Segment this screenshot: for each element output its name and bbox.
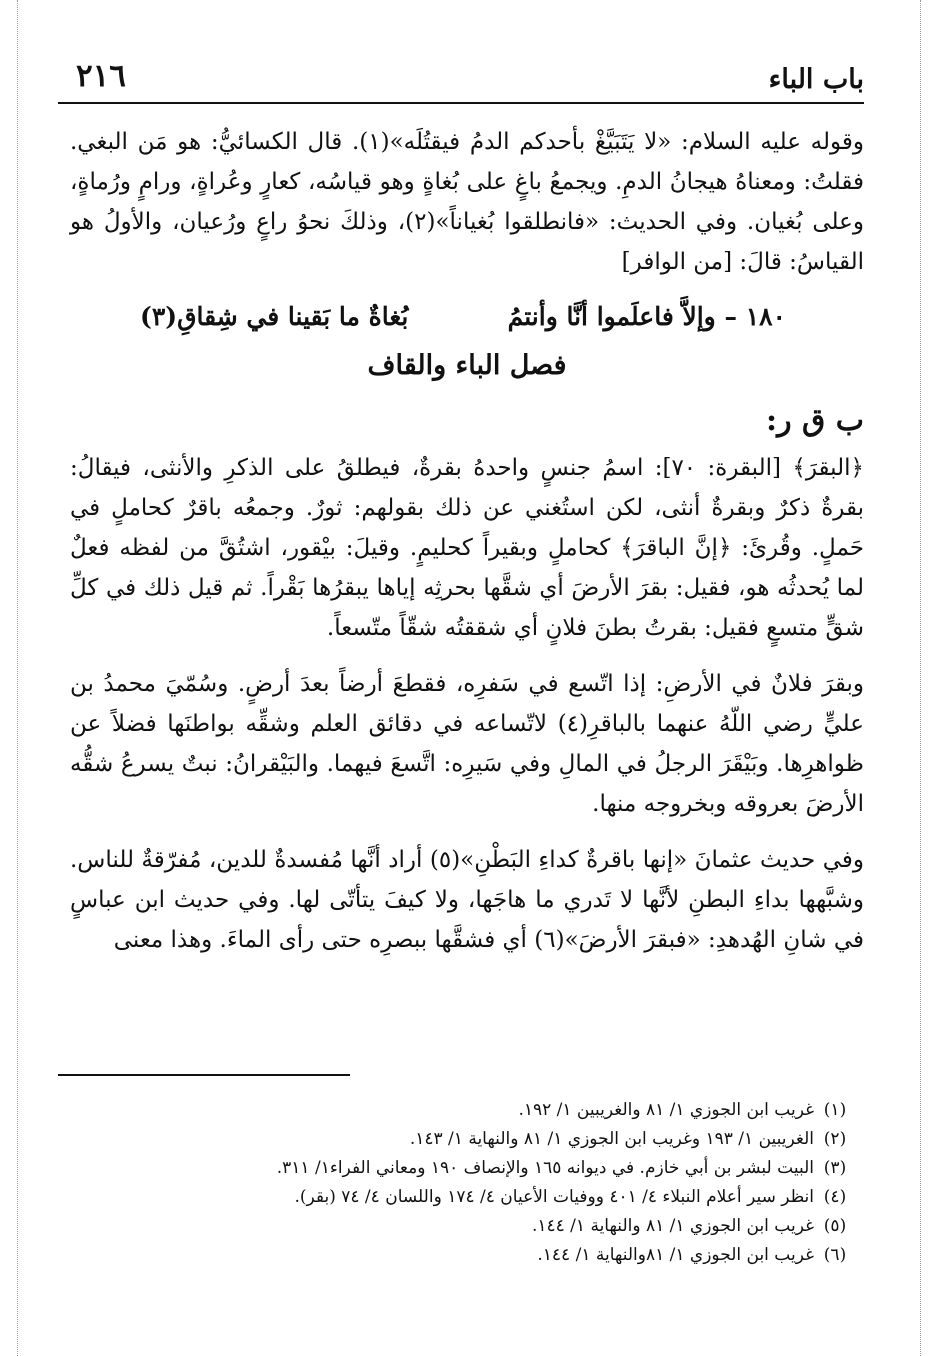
- footnote: [58, 1212, 856, 1241]
- footnote-number: (٣): [823, 1158, 847, 1178]
- footnote: [58, 1154, 856, 1183]
- footnote-text: غريب ابن الجوزي ١/ ٨١ والنهاية ١/ ١٤٤.: [531, 1216, 814, 1236]
- footnote-text: البيت لبشر بن أبي خازم. في ديوانه ١٦٥ والإنصاف ١٩٠ ومعاني الفراء١/ ٣١١.: [276, 1158, 814, 1178]
- footnote-number: (٤): [823, 1187, 847, 1207]
- chapter-title: باب الباء: [768, 64, 864, 95]
- footnote: [58, 1183, 856, 1212]
- right-margin-guide: [920, 0, 921, 1356]
- footnote-text: غريب ابن الجوزي ١/ ٨١ والغريبين ١/ ١٩٢.: [518, 1100, 814, 1120]
- footnote-text: انظر سير أعلام النبلاء ٤/ ٤٠١ ووفيات الأعيان ٤/ ١٧٤ واللسان ٤/ ٧٤ (بقر).: [294, 1187, 814, 1207]
- book-page: [58, 58, 864, 1318]
- paragraph-4: وفي حديث عثمانَ «إنها باقرةٌ كداءِ البَطْنِ»(٥) أراد أنَّها مُفسدةٌ للدين، مُفرّقةٌ للناس. وشبَّهها بداءِ البطنِ لأنَّها لا تَدري ما هاجَها، ولا كيفَ يتأتّى لها. وفي حديث ابن عباسٍ في شانِ الهُدهدِ: «فبقرَ الأرضَ»(٦) أي فشقَّها ببصرِه حتى رأى الماءَ. وهذا معنى: [70, 847, 864, 953]
- section-title: فصل الباء والقاف: [367, 350, 567, 381]
- footnotes: [58, 1096, 856, 1270]
- footnote-text: غريب ابن الجوزي ١/ ٨١والنهاية ١/ ١٤٤.: [537, 1245, 814, 1265]
- footnote: [58, 1125, 856, 1154]
- header-rule: [58, 102, 864, 104]
- footnote: [58, 1241, 856, 1270]
- paragraph-2: ﴿البقرَ﴾ [البقرة: ٧٠]: اسمُ جنسٍ واحدهُ بقرةٌ، فيطلقُ على الذكرِ والأنثى، فيقالُ: بقرةٌ ذكرٌ وبقرةٌ أنثى، لكن استُغني عن ذلك بقولهم: ثورٌ. وجمعُه باقرٌ كحاملٍ في حَملٍ. وقُرئَ: ﴿إنَّ الباقرَ﴾ كحاملٍ وبقيراً كحليمٍ. وقيلَ: بيْقور، اشتُقَّ من لفظه فعلٌ لما يُحدثُه هو، فقيل: بقرَ الأرضَ أي شقَّها بحرثِه إياها يبقرُها بَقْراً. ثم قيل ذلك في كلِّ شقٍّ متسعٍ فقيل: بقرتُ بطنَ فلانٍ أي شققتُه شقّاً متّسعاً.: [70, 455, 864, 641]
- paragraph-1: وقوله عليه السلام: «لا يَتَبَيَّغْ بأحدكم الدمُ فيقتُلَه»(١). قال الكسائيُّ: هو مَن البغي. فقلتُ: ومعناهُ هيجانُ الدمِ. ويجمعُ باغٍ على بُغاةٍ وهو قياسُه، كعارٍ وعُراةٍ، ورامٍ ورُماةٍ، وعلى بُغيان. وفي الحديث: «فانطلقوا بُغياناً»(٢)، وذلكَ نحوُ راعٍ ورُعيان، والأولُ هو القياسُ: قالَ: [من الوافر]: [70, 129, 864, 275]
- footnote-number: (٦): [823, 1245, 847, 1265]
- paragraph-3: وبقرَ فلانٌ في الأرضِ: إذا اتّسع في سَفرِه، فقطعَ أرضاً بعدَ أرضٍ. وسُمّيَ محمدُ بن عليٍّ رضي اللّهُ عنهما بالباقرِ(٤) لاتّساعه في دقائق العلم وشقِّه بواطنَها فضلاً عن ظواهرِها. وبَيْقَرَ الرجلُ في المالِ وفي سَيرِه: اتَّسعَ فيهما. والبَيْقرانُ: نبتٌ يسرعُ شقُّه الأرضَ بعروقه وبخروجه منها.: [70, 671, 864, 817]
- footnote-number: (١): [823, 1100, 847, 1120]
- root-heading: ب ق ر:: [766, 403, 864, 438]
- footnote-text: الغريبين ١/ ١٩٣ وغريب ابن الجوزي ١/ ٨١ والنهاية ١/ ١٤٣.: [409, 1129, 814, 1149]
- verse-first-hemistich: [508, 296, 786, 338]
- footnote-number: (٢): [823, 1129, 847, 1149]
- verse-number: ١٨٠ –: [724, 302, 786, 331]
- poetry-verse: [70, 296, 864, 338]
- left-margin-guide: [17, 0, 18, 1356]
- footnote-rule: [58, 1074, 350, 1076]
- page-body: [70, 122, 864, 960]
- page-number: ٢١٦: [76, 58, 126, 94]
- verse-first-text: وإلاَّ فاعلَموا أنَّا وأنتمُ: [507, 302, 716, 331]
- footnote-number: (٥): [823, 1216, 847, 1236]
- page-header: [58, 58, 864, 104]
- verse-second-hemistich: بُغاةٌ ما بَقينا في شِقاقِ(٣): [140, 302, 409, 331]
- footnote: [58, 1096, 856, 1125]
